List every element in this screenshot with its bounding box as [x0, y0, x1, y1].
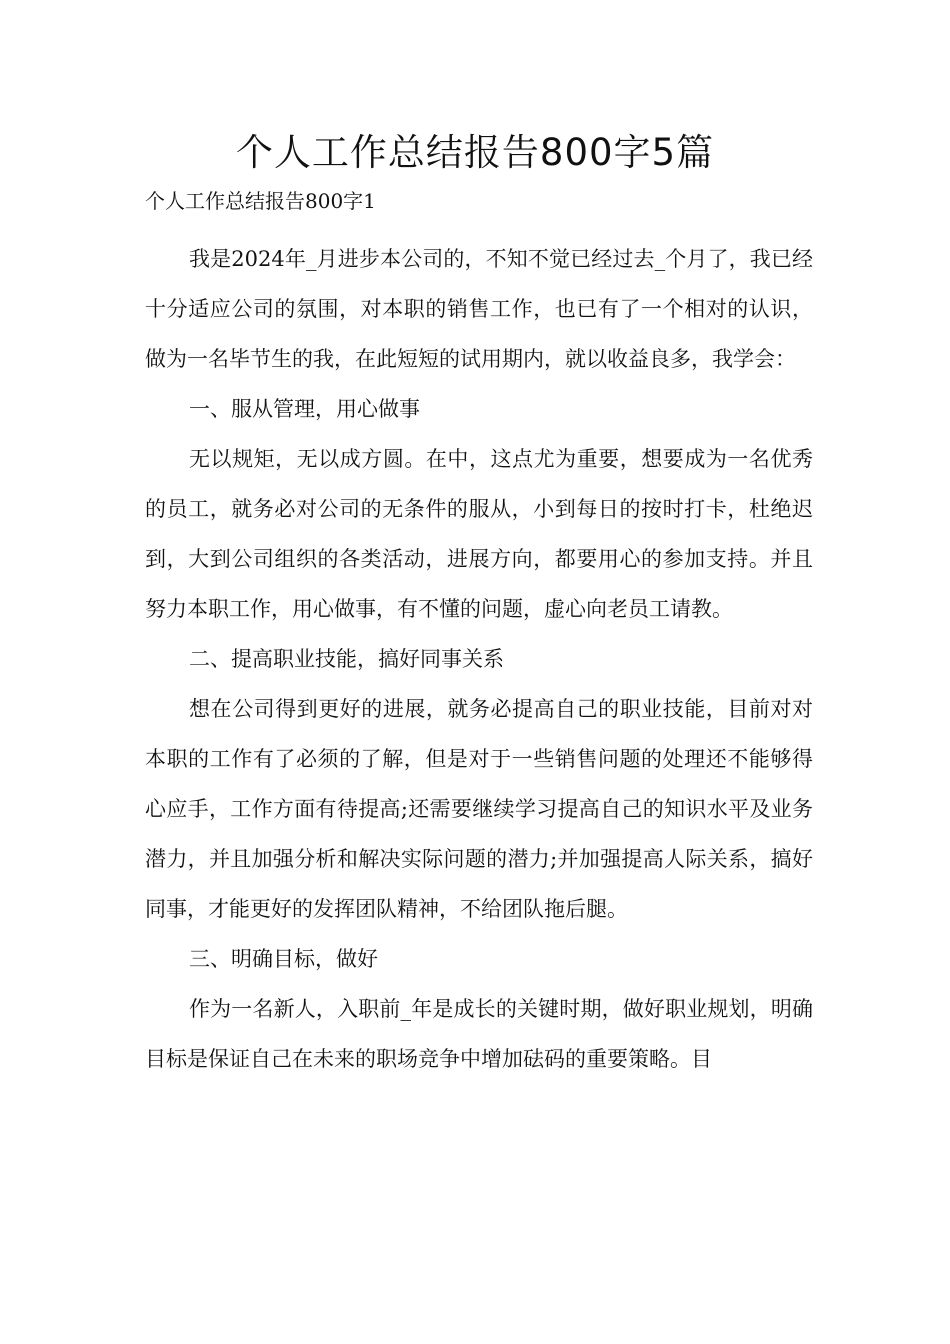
paragraph-improve-skills: 想在公司得到更好的进展，就务必提高自己的职业技能，目前对对本职的工作有了必须的了解，但是对于一些销售问题的处理还不能够得心应手，工作方面有待提高;还需要继续学习提高自己的知识水平及业务潜力，并且加强分析和解决实际问题的潜力;并加强提高人际关系，搞好同事，才能更好的发挥团队精神，不给团队拖后腿。 — [145, 697, 813, 921]
paragraph-clear-goals: 作为一名新人，入职前_年是成长的关键时期，做好职业规划，明确目标是保证自己在未来的职场竞争中增加砝码的重要策略。目 — [145, 997, 813, 1071]
heading-clear-goals: 三、明确目标，做好 — [189, 947, 378, 971]
paragraph-obey-management: 无以规矩，无以成方圆。在中，这点尤为重要，想要成为一名优秀的员工，就务必对公司的无条件的服从，小到每日的按时打卡，杜绝迟到，大到公司组织的各类活动，进展方向，都要用心的参加支持。并且努力本职工作，用心做事，有不懂的问题，虚心向老员工请教。 — [145, 447, 813, 621]
document-title: 个人工作总结报告800字5篇 — [235, 131, 715, 174]
section-subtitle: 个人工作总结报告800字1 — [145, 189, 376, 213]
document-body — [145, 234, 813, 1084]
heading-obey-management: 一、服从管理，用心做事 — [189, 397, 420, 421]
paragraph-intro: 我是2024年_月进步本公司的，不知不觉已经过去_个月了，我已经十分适应公司的氛围，对本职的销售工作，也已有了一个相对的认识，做为一名毕节生的我，在此短短的试用期内，就以收益良多，我学会： — [145, 247, 813, 371]
heading-improve-skills: 二、提高职业技能，搞好同事关系 — [189, 647, 504, 671]
